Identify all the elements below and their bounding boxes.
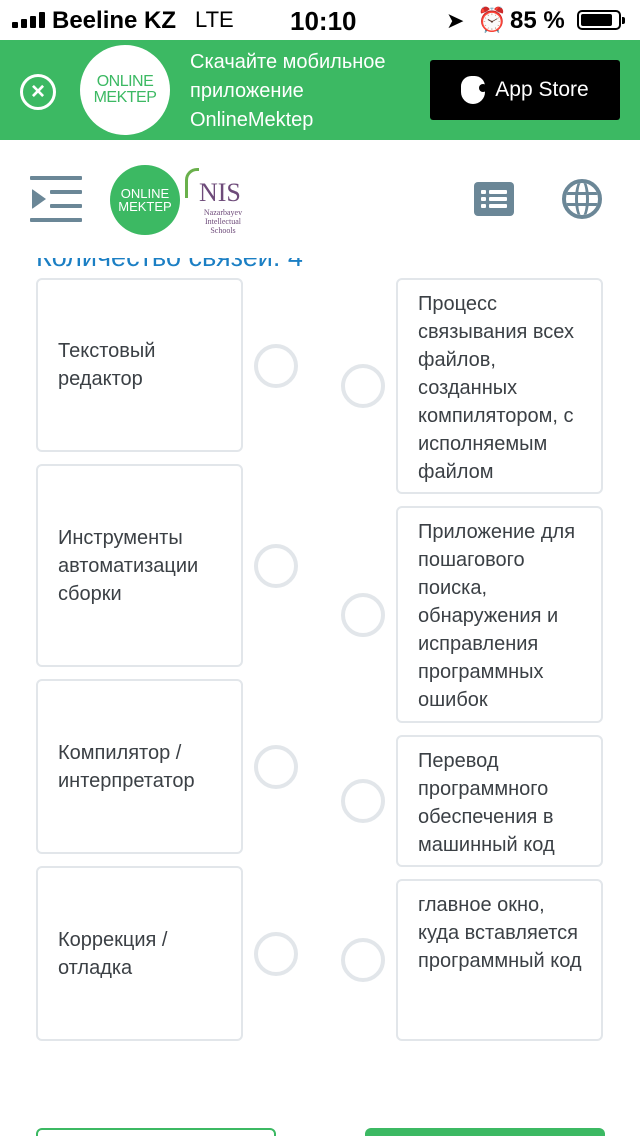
left-item-4[interactable] [36,866,243,1041]
app-store-label: App Store [495,78,589,101]
left-item-1[interactable] [36,278,243,452]
status-bar [0,0,640,40]
right-connector-1[interactable] [341,364,385,408]
secondary-button[interactable] [36,1128,276,1136]
network-type: LTE [195,7,234,32]
right-item-2[interactable] [396,506,603,723]
close-icon[interactable]: × [20,74,56,110]
app-download-banner [0,40,640,140]
banner-text-line2: приложение [190,80,304,102]
left-item-2[interactable] [36,464,243,667]
banner-text-line1: Скачайте мобильное [190,51,386,73]
right-item-label: Приложение для пошагового поиска, обнаружения и исправления программных ошибок [418,521,576,711]
signal-icon [12,12,45,28]
left-item-label: Текстовый редактор [58,340,156,390]
battery-percent: 85 % [510,7,565,34]
left-connector-2[interactable] [254,544,298,588]
globe-icon[interactable] [562,179,602,219]
onlinemektep-logo [80,45,170,135]
right-item-3[interactable] [396,735,603,867]
nis-leaf-icon [185,168,199,198]
logo-text-line2: MEKTEP [93,89,157,106]
right-item-4[interactable] [396,879,603,1041]
left-item-label: Коррекция / отладка [58,928,168,979]
clock: 10:10 [290,6,357,36]
right-connector-3[interactable] [341,779,385,823]
app-header [0,140,640,258]
alarm-icon: ⏰ [477,7,507,34]
header-logo-line1: ONLINE [120,186,170,201]
list-icon[interactable] [474,182,514,216]
nis-mark: NIS [199,178,241,207]
logo-text-line1: ONLINE [96,73,154,90]
right-item-label: Перевод программного обеспечения в машинный код [418,750,555,856]
left-item-3[interactable] [36,679,243,854]
right-item-label: Процесс связывания всех файлов, созданных компилятором, с исполняемым файлом [418,293,574,483]
banner-text [190,48,420,135]
left-item-label: Инструменты автоматизации сборки [58,526,199,605]
onlinemektep-header-logo[interactable] [110,165,180,235]
carrier-name: Beeline KZ [52,7,177,34]
location-icon: ➤ [446,8,465,33]
header-logo-line2: MEKTEP [118,199,172,214]
banner-text-line3: OnlineMektep [190,109,314,131]
left-item-label: Компилятор / интерпретатор [58,741,195,792]
nis-subtitle: Nazarbayev Intellectual Schools [203,208,243,235]
right-connector-4[interactable] [341,938,385,982]
right-item-1[interactable] [396,278,603,494]
left-connector-4[interactable] [254,932,298,976]
nis-logo [185,168,249,234]
primary-button[interactable] [365,1128,605,1136]
apple-icon [461,76,485,104]
right-item-label: главное окно, куда вставляется программный код [418,894,582,972]
app-store-button[interactable] [430,60,620,120]
left-connector-1[interactable] [254,344,298,388]
left-connector-3[interactable] [254,745,298,789]
right-connector-2[interactable] [341,593,385,637]
battery-icon [577,10,621,30]
menu-icon[interactable] [30,176,82,222]
